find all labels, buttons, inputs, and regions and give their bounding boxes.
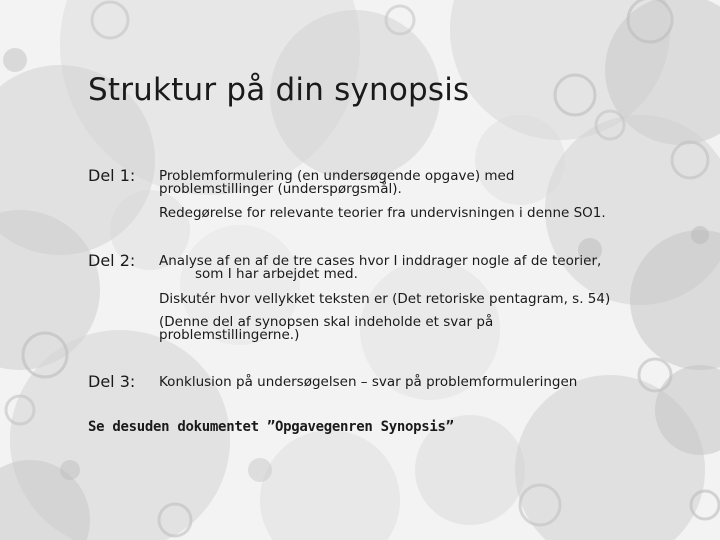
section-2-line-2: som I har arbejdet med. <box>195 266 358 282</box>
section-label-del-3: Del 3: <box>88 372 136 391</box>
slide-title: Struktur på din synopsis <box>88 72 470 108</box>
footer-reference: Se desuden dokumentet ”Opgavegenren Synopsis” <box>88 419 454 435</box>
section-1-line-1: Problemformulering (en undersøgende opgave) med problemstillinger (underspørgsmål). <box>159 168 515 197</box>
section-2-line-4: (Denne del af synopsen skal indeholde et svar på problemstillingerne.) <box>159 314 494 343</box>
section-2-line-1: Analyse af en af de tre cases hvor I inddrager nogle af de teorier, <box>159 253 602 269</box>
section-2-line-3: Diskutér hvor vellykket teksten er (Det retoriske pentagram, s. 54) <box>159 291 611 307</box>
section-3-line-1: Konklusion på undersøgelsen – svar på problemformuleringen <box>159 374 578 390</box>
section-1-line-2: Redegørelse for relevante teorier fra undervisningen i denne SO1. <box>159 205 606 221</box>
section-label-del-2: Del 2: <box>88 251 136 270</box>
section-label-del-1: Del 1: <box>88 166 136 185</box>
